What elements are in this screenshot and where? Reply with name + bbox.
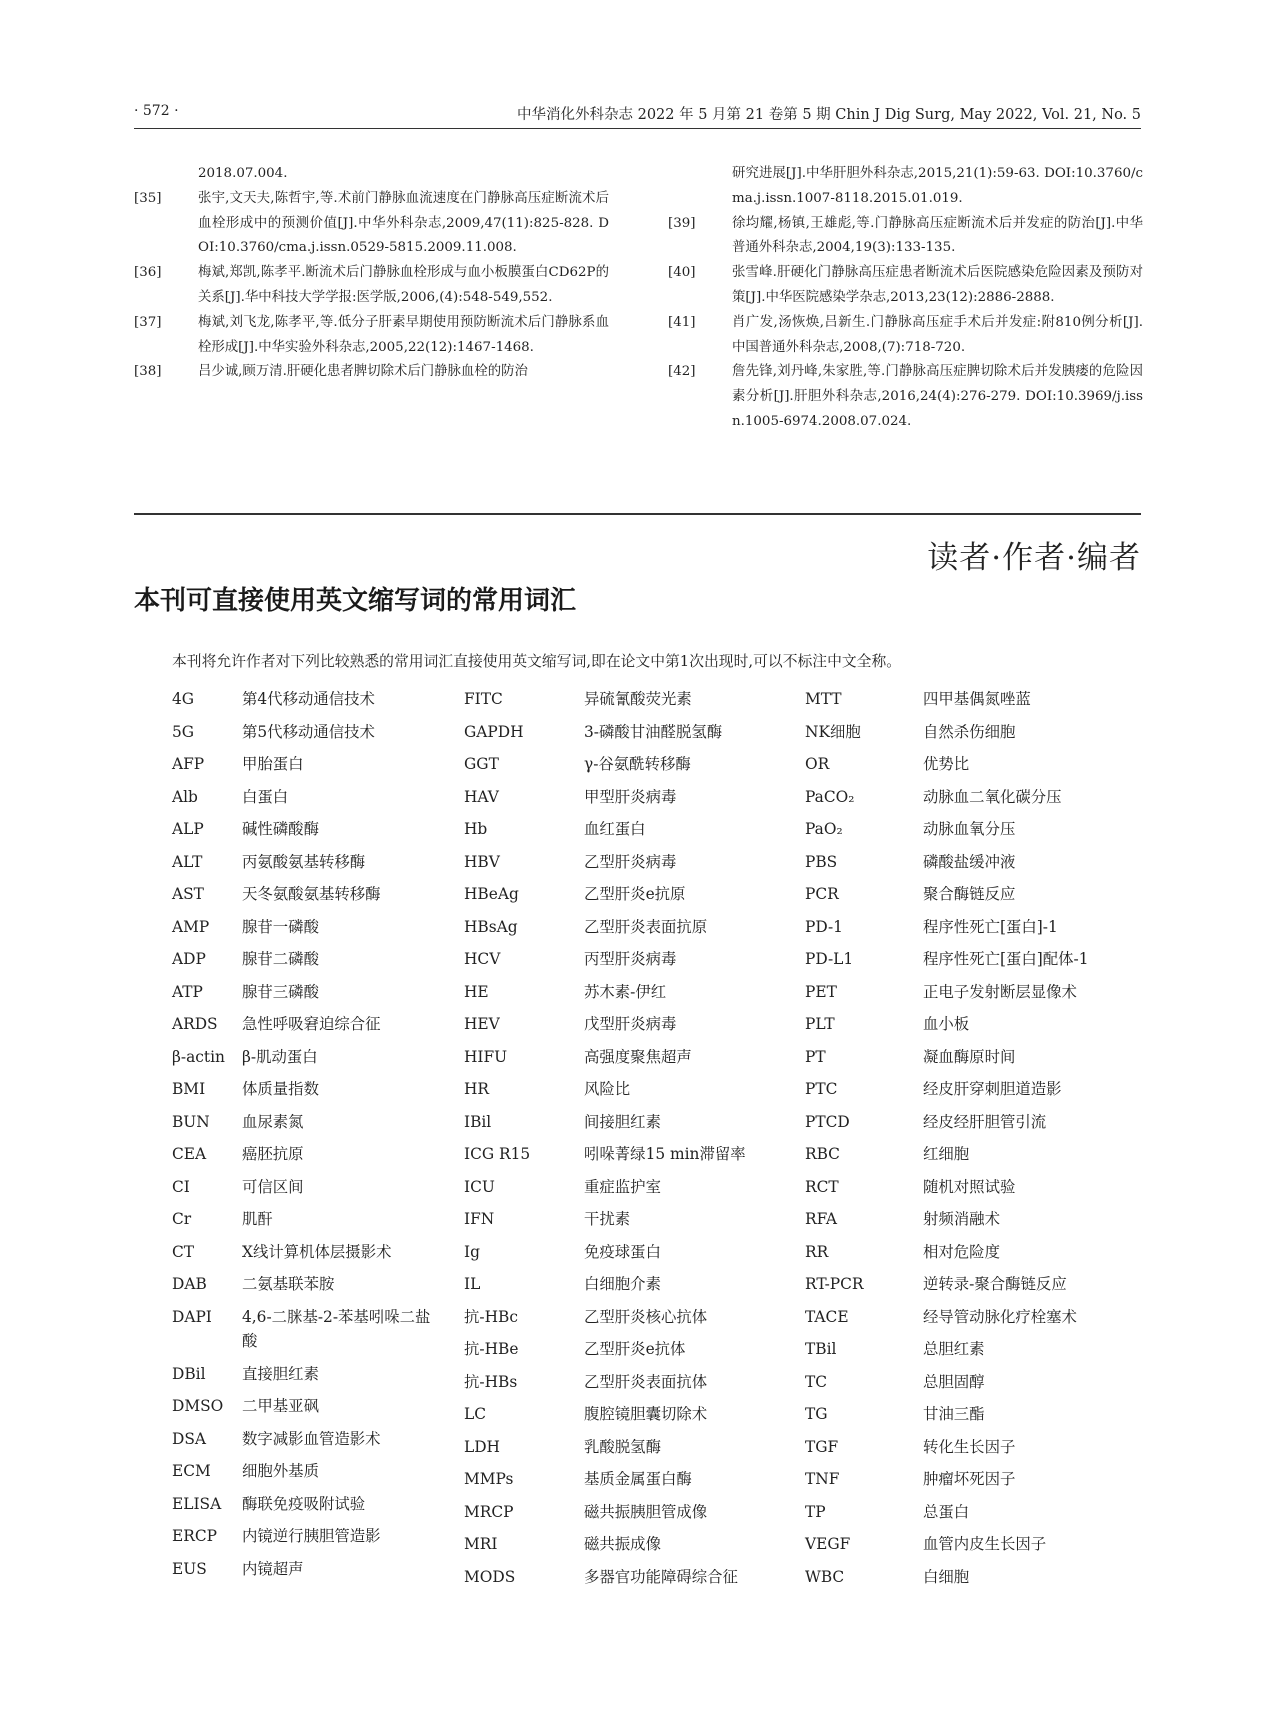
references-left-column <box>134 162 609 385</box>
reference-text: 梅斌,刘飞龙,陈孝平,等.低分子肝素早期使用预防断流术后门静脉系血栓形成[J].中华实验外科杂志,2005,22(12):1467-1468. <box>198 314 609 355</box>
chinese-term: 高强度聚焦超声 <box>584 1047 692 1066</box>
reference-entry <box>134 162 609 187</box>
abbreviation: ADP <box>172 950 206 968</box>
chinese-term: 相对危险度 <box>923 1242 1000 1261</box>
chinese-term: 苏木素-伊红 <box>584 982 667 1001</box>
abbreviation: Hb <box>464 820 488 838</box>
chinese-term: 四甲基偶氮唑蓝 <box>923 690 1031 708</box>
reference-entry <box>134 187 609 261</box>
chinese-term: 转化生长因子 <box>923 1437 1016 1456</box>
chinese-term: 经皮经肝胆管引流 <box>923 1112 1047 1131</box>
reference-entry <box>134 261 609 311</box>
abbreviation: TBil <box>805 1340 837 1358</box>
abbreviation: MMPs <box>464 1470 514 1488</box>
abbreviation: RT-PCR <box>805 1275 864 1293</box>
references-right-column <box>668 162 1143 435</box>
abbreviation: PTC <box>805 1080 838 1098</box>
abbreviation: Alb <box>172 787 198 806</box>
chinese-term: 总胆固醇 <box>923 1372 985 1391</box>
chinese-term: 可信区间 <box>242 1177 304 1196</box>
chinese-term: 干扰素 <box>584 1210 631 1228</box>
reference-text: 吕少诚,顾万清.肝硬化患者脾切除术后门静脉血栓的防治 <box>198 364 528 380</box>
abbreviation: TGF <box>805 1437 839 1456</box>
abbreviation: IL <box>464 1275 481 1293</box>
chinese-term: X线计算机体层摄影术 <box>242 1242 392 1261</box>
abbreviation: DAB <box>172 1275 207 1293</box>
chinese-term: 血红蛋白 <box>584 820 646 838</box>
chinese-term: 第5代移动通信技术 <box>242 722 375 741</box>
chinese-term: 丙型肝炎病毒 <box>584 950 677 968</box>
reference-entry <box>134 360 609 385</box>
abbreviation: TNF <box>805 1470 840 1488</box>
chinese-term: 乙型肝炎核心抗体 <box>584 1307 708 1326</box>
chinese-term: 总蛋白 <box>923 1502 970 1521</box>
chinese-term: 动脉血二氧化碳分压 <box>923 787 1062 806</box>
chinese-term: 重症监护室 <box>584 1177 661 1196</box>
abbreviation: OR <box>805 755 830 773</box>
chinese-term: 异硫氰酸荧光素 <box>584 690 692 708</box>
chinese-term: 酶联免疫吸附试验 <box>242 1494 366 1513</box>
abbreviation: PD-L1 <box>805 950 854 968</box>
chinese-term: 血尿素氮 <box>242 1112 304 1131</box>
chinese-term: 乙型肝炎e抗原 <box>584 885 686 903</box>
abbreviation: HR <box>464 1080 490 1098</box>
chinese-term: 腺苷二磷酸 <box>242 950 319 968</box>
abbreviation: MRI <box>464 1535 498 1553</box>
abbreviation: TG <box>805 1405 828 1423</box>
abbreviation: CEA <box>172 1145 207 1163</box>
chinese-term: β-肌动蛋白 <box>242 1047 318 1066</box>
chinese-term: 戊型肝炎病毒 <box>584 1015 677 1033</box>
chinese-term: 第4代移动通信技术 <box>242 690 375 708</box>
intro-paragraph: 本刊将允许作者对下列比较熟悉的常用词汇直接使用英文缩写词,即在论文中第1次出现时,可以不标注中文全称。 <box>172 653 902 670</box>
abbreviation: MRCP <box>464 1502 514 1521</box>
reference-number: [39] <box>668 215 696 231</box>
chinese-term: 动脉血氧分压 <box>923 820 1016 838</box>
reference-entry <box>668 261 1143 311</box>
chinese-term: 3-磷酸甘油醛脱氢酶 <box>584 722 723 741</box>
abbreviation: HCV <box>464 950 501 968</box>
chinese-term: 二甲基亚砜 <box>242 1397 319 1415</box>
chinese-term: 直接胆红素 <box>242 1364 319 1383</box>
reference-number: [37] <box>134 314 162 330</box>
abbreviation: FITC <box>464 690 503 708</box>
chinese-term: 经皮肝穿刺胆道造影 <box>923 1080 1062 1098</box>
column-name: 读者·作者·编者 <box>927 540 1141 576</box>
abbreviation: PCR <box>805 885 839 903</box>
chinese-term: 红细胞 <box>923 1145 970 1163</box>
chinese-term: 肌酐 <box>242 1210 273 1228</box>
abbreviation: MODS <box>464 1567 516 1586</box>
abbreviation: LC <box>464 1405 486 1423</box>
chinese-term: 急性呼吸窘迫综合征 <box>242 1015 381 1033</box>
reference-text: 詹先锋,刘丹峰,朱家胜,等.门静脉高压症脾切除术后并发胰瘘的危险因素分析[J].肝胆外科杂志,2016,24(4):276-279. DOI:10.3969/j.issn.1005-6974.2008.07.024. <box>732 364 1143 429</box>
reference-text: 徐均耀,杨镇,王雄彪,等.门静脉高压症断流术后并发症的防治[J].中华普通外科杂志,2004,19(3):133-135. <box>732 215 1143 256</box>
abbreviation: PLT <box>805 1015 835 1033</box>
chinese-term: 聚合酶链反应 <box>923 885 1016 903</box>
chinese-term: 体质量指数 <box>242 1080 319 1098</box>
abbreviation: Ig <box>464 1242 480 1261</box>
abbreviation: HEV <box>464 1015 500 1033</box>
abbreviation: NK细胞 <box>805 722 861 741</box>
abbreviation: CI <box>172 1177 190 1196</box>
abbreviation: HBV <box>464 852 500 871</box>
abbreviation: AMP <box>172 917 210 936</box>
chinese-term: 甲胎蛋白 <box>242 755 304 773</box>
chinese-term: 腹腔镜胆囊切除术 <box>584 1405 708 1423</box>
abbreviation: HBeAg <box>464 885 519 903</box>
chinese-term: 自然杀伤细胞 <box>923 722 1016 741</box>
abbreviation: TC <box>805 1372 828 1391</box>
abbreviation: PD-1 <box>805 917 843 936</box>
chinese-term: 总胆红素 <box>923 1340 985 1358</box>
chinese-term: 乙型肝炎表面抗体 <box>584 1372 708 1391</box>
abbreviation: PET <box>805 982 837 1001</box>
abbreviation: TACE <box>805 1307 849 1326</box>
chinese-term: 凝血酶原时间 <box>923 1047 1016 1066</box>
chinese-term: 优势比 <box>923 755 970 773</box>
chinese-term: 白细胞介素 <box>584 1275 661 1293</box>
chinese-term: 癌胚抗原 <box>242 1145 304 1163</box>
abbreviation: PTCD <box>805 1112 850 1131</box>
reference-text: 2018.07.004. <box>198 166 288 181</box>
section-divider <box>134 513 1141 515</box>
abbreviation: 抗-HBs <box>464 1372 518 1391</box>
chinese-term: 风险比 <box>584 1080 631 1098</box>
abbreviation: GAPDH <box>464 722 524 741</box>
chinese-term: 血管内皮生长因子 <box>923 1535 1047 1553</box>
chinese-term: 乙型肝炎病毒 <box>584 852 677 871</box>
chinese-term: 内镜逆行胰胆管造影 <box>242 1527 381 1545</box>
reference-number: [36] <box>134 265 162 281</box>
abbreviation: VEGF <box>805 1535 851 1553</box>
reference-number: [42] <box>668 364 696 380</box>
abbreviation: β-actin <box>172 1047 225 1066</box>
chinese-term: 内镜超声 <box>242 1559 304 1578</box>
journal-citation: 中华消化外科杂志 2022 年 5 月第 21 卷第 5 期 Chin J Dig Surg, May 2022, Vol. 21, No. 5 <box>517 107 1141 123</box>
chinese-term: 磁共振成像 <box>584 1535 661 1553</box>
abbreviation: HAV <box>464 787 499 806</box>
page-number: · 572 · <box>134 103 179 119</box>
abbreviation: ICG R15 <box>464 1145 531 1163</box>
abbreviation: PBS <box>805 852 838 871</box>
reference-number: [41] <box>668 314 696 330</box>
abbreviation: ALP <box>172 820 204 838</box>
abbreviation: DAPI <box>172 1307 212 1326</box>
abbreviation: ALT <box>172 852 203 871</box>
abbreviation: DMSO <box>172 1397 224 1415</box>
chinese-term: 二氨基联苯胺 <box>242 1275 335 1293</box>
chinese-term: 免疫球蛋白 <box>584 1242 661 1261</box>
chinese-term: 碱性磷酸酶 <box>242 820 319 838</box>
abbreviation: ATP <box>172 982 203 1001</box>
article-title: 本刊可直接使用英文缩写词的常用词汇 <box>134 586 577 616</box>
abbreviation: DSA <box>172 1429 206 1448</box>
reference-entry <box>668 360 1143 434</box>
chinese-term: 甘油三酯 <box>923 1405 985 1423</box>
abbreviation: 5G <box>172 722 195 741</box>
chinese-term: 乙型肝炎e抗体 <box>584 1340 686 1358</box>
reference-text: 肖广发,汤恢焕,吕新生.门静脉高压症手术后并发症:附810例分析[J].中国普通外科杂志,2008,(7):718-720. <box>732 314 1143 355</box>
abbreviation: RBC <box>805 1145 840 1163</box>
chinese-term: 腺苷三磷酸 <box>242 982 319 1001</box>
chinese-term: 多器官功能障碍综合征 <box>584 1567 738 1586</box>
reference-text: 梅斌,郑凯,陈孝平.断流术后门静脉血栓形成与血小板膜蛋白CD62P的关系[J].华中科技大学学报:医学版,2006,(4):548-549,552. <box>198 265 609 305</box>
abbreviation: GGT <box>464 755 499 773</box>
reference-number: [40] <box>668 265 696 281</box>
abbreviation: LDH <box>464 1437 500 1456</box>
abbreviation: ARDS <box>172 1015 218 1033</box>
abbreviation: Cr <box>172 1210 192 1228</box>
chinese-term: 细胞外基质 <box>242 1462 319 1480</box>
abbreviation: RR <box>805 1242 829 1261</box>
chinese-term: 逆转录-聚合酶链反应 <box>923 1275 1067 1293</box>
abbreviation: IBil <box>464 1112 492 1131</box>
chinese-term: 程序性死亡[蛋白]-1 <box>923 917 1058 936</box>
chinese-term: 乳酸脱氢酶 <box>584 1437 661 1456</box>
chinese-term: 程序性死亡[蛋白]配体-1 <box>923 950 1089 968</box>
abbreviation: BMI <box>172 1080 206 1098</box>
chinese-term: 4,6-二脒基-2-苯基吲哚二盐酸 <box>242 1307 431 1350</box>
abbreviation: PaCO₂ <box>805 787 855 806</box>
abbreviation: ERCP <box>172 1527 217 1545</box>
abbreviation: EUS <box>172 1559 207 1578</box>
abbreviation: AFP <box>172 755 205 773</box>
running-header <box>134 103 1141 129</box>
chinese-term: 腺苷一磷酸 <box>242 917 319 936</box>
reference-entry <box>134 311 609 361</box>
reference-number: [35] <box>134 190 162 206</box>
reference-entry <box>668 162 1143 212</box>
chinese-term: 吲哚菁绿15 min滞留率 <box>584 1145 746 1163</box>
reference-text: 张雪峰.肝硬化门静脉高压症患者断流术后医院感染危险因素及预防对策[J].中华医院感染学杂志,2013,23(12):2886-2888. <box>732 265 1143 305</box>
abbreviation: HE <box>464 982 489 1001</box>
chinese-term: 经导管动脉化疗栓塞术 <box>923 1307 1077 1326</box>
abbreviation: MTT <box>805 690 842 708</box>
abbreviation: 抗-HBe <box>464 1340 519 1358</box>
chinese-term: 正电子发射断层显像术 <box>923 982 1077 1001</box>
chinese-term: γ-谷氨酰转移酶 <box>584 755 691 773</box>
chinese-term: 磷酸盐缓冲液 <box>923 852 1016 871</box>
abbreviation: IFN <box>464 1210 495 1228</box>
chinese-term: 随机对照试验 <box>923 1177 1016 1196</box>
reference-entry <box>668 311 1143 361</box>
abbreviation: WBC <box>805 1567 845 1586</box>
reference-entry <box>668 212 1143 262</box>
chinese-term: 磁共振胰胆管成像 <box>584 1502 708 1521</box>
abbreviation: PT <box>805 1047 826 1066</box>
chinese-term: 间接胆红素 <box>584 1112 661 1131</box>
chinese-term: 血小板 <box>923 1015 970 1033</box>
chinese-term: 数字减影血管造影术 <box>242 1429 381 1448</box>
abbreviation: BUN <box>172 1112 210 1131</box>
chinese-term: 白细胞 <box>923 1567 970 1586</box>
reference-number: [38] <box>134 364 162 380</box>
chinese-term: 白蛋白 <box>242 787 289 806</box>
reference-text: 研究进展[J].中华肝胆外科杂志,2015,21(1):59-63. DOI:10.3760/cma.j.issn.1007-8118.2015.01.019. <box>732 166 1143 206</box>
chinese-term: 基质金属蛋白酶 <box>584 1470 692 1488</box>
reference-text: 张宇,文天夫,陈哲宇,等.术前门静脉血流速度在门静脉高压症断流术后血栓形成中的预测价值[J].中华外科杂志,2009,47(11):825-828. DOI:10.3760/cma.j.issn.0529-5815.2009.11.008. <box>198 190 609 256</box>
chinese-term: 乙型肝炎表面抗原 <box>584 917 708 936</box>
abbreviation: RFA <box>805 1210 838 1228</box>
abbreviation: HIFU <box>464 1047 508 1066</box>
chinese-term: 甲型肝炎病毒 <box>584 787 677 806</box>
abbreviation: PaO₂ <box>805 820 843 838</box>
abbreviation: CT <box>172 1242 195 1261</box>
abbreviation: RCT <box>805 1177 839 1196</box>
chinese-term: 肿瘤坏死因子 <box>923 1470 1016 1488</box>
abbreviation: AST <box>172 885 204 903</box>
chinese-term: 天冬氨酸氨基转移酶 <box>242 885 381 903</box>
abbreviation: DBil <box>172 1364 206 1383</box>
abbreviation: ECM <box>172 1462 211 1480</box>
abbreviation: TP <box>805 1502 826 1521</box>
abbreviation: ICU <box>464 1177 495 1196</box>
chinese-term: 丙氨酸氨基转移酶 <box>242 852 366 871</box>
chinese-term: 射频消融术 <box>923 1210 1000 1228</box>
abbreviation: 抗-HBc <box>464 1307 518 1326</box>
abbreviation: ELISA <box>172 1494 222 1513</box>
abbreviation: 4G <box>172 690 195 708</box>
abbreviation: HBsAg <box>464 917 518 936</box>
